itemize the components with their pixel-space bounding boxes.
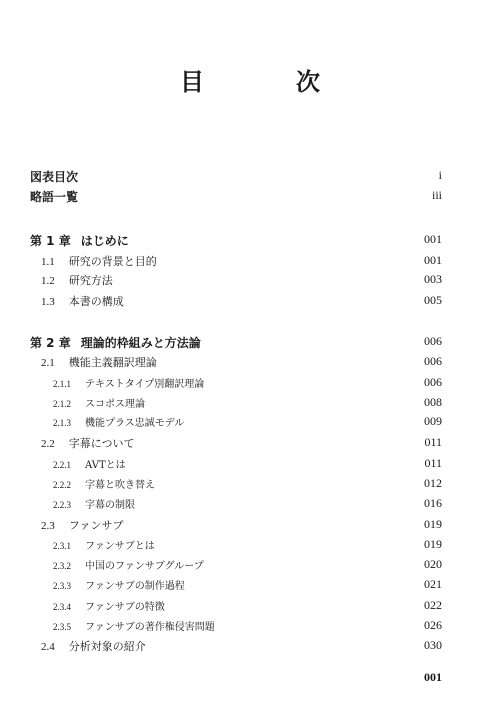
toc-entry[interactable] <box>0 557 500 575</box>
toc-entry-title: 略語一覧 <box>30 190 79 204</box>
toc-entry-label <box>41 253 157 269</box>
toc-entry[interactable] <box>0 168 500 186</box>
toc-entry-title: スコポス理論 <box>85 399 145 410</box>
toc-entry-title: 機能プラス忠誠モデル <box>85 418 185 429</box>
toc-entry-page: 006 <box>424 375 442 389</box>
toc-entry[interactable] <box>0 577 500 595</box>
toc-entry-label <box>41 272 113 288</box>
toc-entry-title: ファンサブ <box>68 519 124 532</box>
toc-entry-label <box>53 375 204 390</box>
toc-entry-label <box>53 537 155 552</box>
toc-entry[interactable] <box>0 598 500 616</box>
toc-entry-page: 020 <box>424 557 442 571</box>
toc-entry-number: 2.1.2 <box>53 399 71 409</box>
toc-entry[interactable] <box>0 496 500 514</box>
toc-entry-page: 026 <box>424 618 442 632</box>
toc-entry-page: 021 <box>424 577 442 591</box>
toc-entry-page: 005 <box>424 293 442 307</box>
toc-entry-title: AVTとは <box>85 460 126 471</box>
toc-entry-label <box>30 188 78 205</box>
toc-entry-number: 2.4 <box>41 641 55 653</box>
toc-entry-number: 1.3 <box>41 296 55 308</box>
toc-entry-title: はじめに <box>80 234 129 248</box>
toc-entry[interactable] <box>0 354 500 372</box>
toc-entry-number: 2.1 <box>41 357 55 369</box>
toc-entry-title: 字幕について <box>68 437 135 450</box>
toc-entry-title: 理論的枠組みと方法論 <box>80 336 201 350</box>
toc-entry-page: 011 <box>424 456 442 470</box>
toc-entry-title: ファンサブとは <box>85 541 155 552</box>
toc-entry-label <box>41 517 124 533</box>
toc-entry[interactable] <box>0 537 500 555</box>
toc-entry-label <box>30 334 201 351</box>
toc-entry-label <box>53 476 155 491</box>
toc-entry[interactable] <box>0 188 500 206</box>
toc-entry[interactable] <box>0 253 500 271</box>
toc-entry-number: 2.3.1 <box>53 541 71 551</box>
toc-entry-label <box>53 577 185 592</box>
page-title: 目 次 <box>180 68 354 96</box>
toc-entry-number: 2.3.3 <box>53 581 71 591</box>
toc-entry-number: 2.3 <box>41 520 55 532</box>
toc-entry-page: iii <box>431 188 442 202</box>
toc-entry-page: 003 <box>424 272 442 286</box>
toc-entry[interactable] <box>0 232 500 250</box>
toc-entry-title: 字幕と吹き替え <box>85 480 155 491</box>
toc-entry-number: 2.2.1 <box>53 460 71 470</box>
toc-entry-title: テキストタイプ別翻訳理論 <box>85 379 205 390</box>
toc-entry[interactable] <box>0 517 500 535</box>
toc-entry-title: ファンサブの特徴 <box>85 602 165 613</box>
toc-entry[interactable] <box>0 456 500 474</box>
toc-entry-number: 2.3.5 <box>53 622 71 632</box>
toc-entry-title: 本書の構成 <box>68 295 124 308</box>
toc-entry-page: 001 <box>424 253 442 267</box>
toc-entry-label <box>41 435 135 451</box>
toc-entry[interactable] <box>0 272 500 290</box>
page-number: 001 <box>424 670 442 684</box>
toc-entry-number: 1.2 <box>41 275 55 287</box>
toc-entry-page: 008 <box>424 395 442 409</box>
toc-entry-label <box>30 232 129 249</box>
toc-entry[interactable] <box>0 293 500 311</box>
toc-entry-label <box>53 598 165 613</box>
toc-entry-number: 第 2 章 <box>30 336 71 350</box>
toc-entry[interactable] <box>0 395 500 413</box>
toc-entry-number: 2.2 <box>41 438 55 450</box>
toc-entry-title: 研究の背景と目的 <box>68 255 157 268</box>
toc-entry-title: 中国のファンサブグループ <box>85 561 204 572</box>
toc-entry-page: 019 <box>424 517 442 531</box>
toc-entry-title: 字幕の制限 <box>85 500 135 511</box>
toc-entry-title: ファンサブの制作過程 <box>85 581 185 592</box>
toc-entry-title: ファンサブの著作権侵害問題 <box>85 622 215 633</box>
toc-entry-label <box>53 557 204 572</box>
toc-entry-page: 012 <box>424 476 442 490</box>
toc-entry[interactable] <box>0 375 500 393</box>
toc-entry-page: 019 <box>424 537 442 551</box>
toc-entry-label <box>41 638 146 654</box>
toc-entry-label <box>30 168 78 185</box>
toc-entry[interactable] <box>0 476 500 494</box>
toc-entry-title: 図表目次 <box>30 170 79 184</box>
toc-entry-label <box>41 354 157 370</box>
toc-entry-label <box>53 456 126 471</box>
toc-entry-label <box>53 414 184 429</box>
toc-entry-page: 009 <box>424 414 442 428</box>
toc-entry-label <box>53 618 215 633</box>
toc-entry-number: 2.1.3 <box>53 418 71 428</box>
toc-entry-title: 分析対象の紹介 <box>68 640 146 653</box>
toc-entry-page: 022 <box>424 598 442 612</box>
toc-entry-page: 001 <box>424 232 442 246</box>
toc-entry[interactable] <box>0 638 500 656</box>
toc-entry-label <box>53 395 145 410</box>
toc-entry-page: i <box>438 168 442 182</box>
toc-entry-page: 011 <box>424 435 442 449</box>
toc-entry-page: 016 <box>424 496 442 510</box>
toc-entry-number: 2.3.2 <box>53 561 71 571</box>
toc-entry-number: 2.1.1 <box>53 379 71 389</box>
toc-entry[interactable] <box>0 435 500 453</box>
toc-entry-title: 機能主義翻訳理論 <box>68 356 157 369</box>
toc-entry-number: 2.2.2 <box>53 480 71 490</box>
toc-entry-page: 006 <box>424 354 442 368</box>
toc-entry-title: 研究方法 <box>68 274 113 287</box>
toc-entry-page: 030 <box>424 638 442 652</box>
toc-entry-number: 1.1 <box>41 256 55 268</box>
toc-entry-number: 第 1 章 <box>30 234 71 248</box>
toc-entry[interactable] <box>0 334 500 352</box>
toc-entry-number: 2.2.3 <box>53 500 71 510</box>
toc-entry-number: 2.3.4 <box>53 602 71 612</box>
toc-entry-page: 006 <box>424 334 442 348</box>
toc-entry-label <box>41 293 124 309</box>
toc-entry[interactable] <box>0 414 500 432</box>
toc-entry[interactable] <box>0 618 500 636</box>
toc-entry-label <box>53 496 135 511</box>
